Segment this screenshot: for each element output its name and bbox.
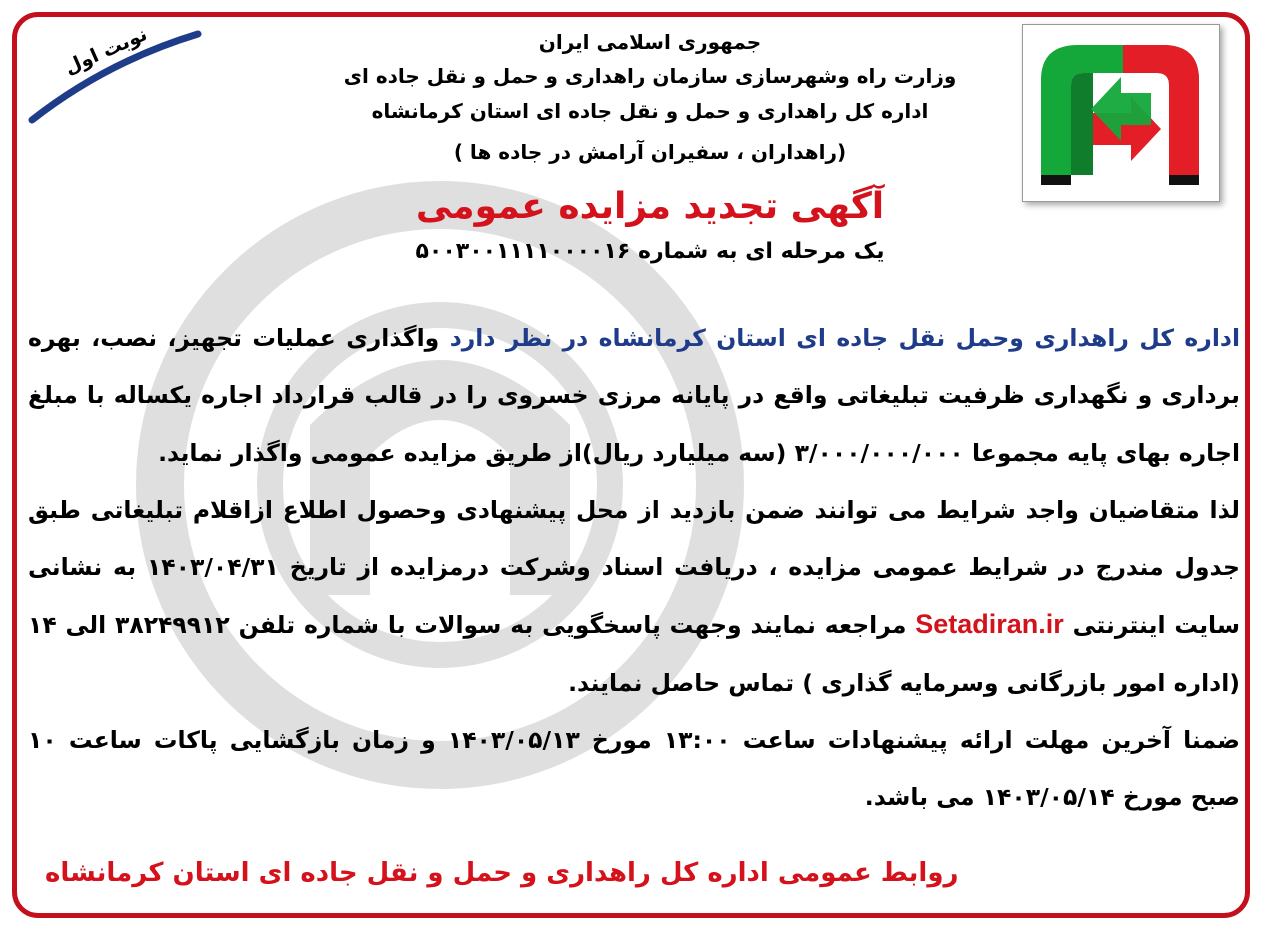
paragraph-participation	[28, 482, 1240, 712]
round-label: نوبت اول	[61, 23, 151, 79]
intro-text: واگذاری عملیات تجهیز، نصب، بهره برداری و نگهداری ظرفیت تبلیغاتی واقع در پایانه مرزی خسروی را در قالب قرارداد اجاره یکساله با مبلغ اجاره بهای پایه مجموعا ۳/۰۰۰/۰۰۰/۰۰۰ (سه میلیارد ریال)از طریق مزایده عمومی واگذار نماید.	[28, 324, 1240, 467]
road-maintenance-logo	[1022, 24, 1220, 202]
deadline-text: ضمنا آخرین مهلت ارائه پیشنهادات ساعت ۱۳:۰۰ مورخ ۱۴۰۳/۰۵/۱۳ و زمان بازگشایی پاکات ساعت ۱۰ صبح مورخ ۱۴۰۳/۰۵/۱۴ می باشد.	[28, 726, 1240, 812]
notice-body	[28, 310, 1240, 827]
auction-number: یک مرحله ای به شماره ۵۰۰۳۰۰۱۱۱۱۰۰۰۰۱۶	[415, 239, 885, 264]
office-intent-highlight: اداره کل راهداری وحمل نقل جاده ای استان کرمانشاه در نظر دارد	[449, 324, 1240, 352]
setadiran-link[interactable]: Setadiran.ir	[915, 609, 1064, 640]
paragraph-intro	[28, 310, 1240, 482]
auction-title: آگهی تجدید مزایده عمومی	[415, 186, 885, 227]
header-line-ministry: وزارت راه وشهرسازی سازمان راهداری و حمل و نقل جاده ای	[343, 64, 957, 88]
paragraph-deadline	[28, 712, 1240, 827]
participation-text-end: مراجعه نمایند وجهت پاسخگویی به سوالات با شماره تلفن ۳۸۲۴۹۹۱۲ الی ۱۴ (اداره امور بازرگانی وسرمایه گذاری ) تماس حاصل نمایند.	[28, 611, 1240, 697]
header-line-republic: جمهوری اسلامی ایران	[538, 30, 762, 54]
first-round-badge	[26, 22, 216, 132]
participation-text-start: لذا متقاضیان واجد شرایط می توانند ضمن بازدید از محل پیشنهادی وحصول اطلاع ازاقلام تبلیغاتی طبق جدول مندرج در شرایط عمومی مزایده ، دریافت اسناد وشرکت درمزایده از تاریخ ۱۴۰۳/۰۴/۳۱ به نشانی سایت اینترنتی	[28, 495, 1240, 640]
header-slogan: (راهداران ، سفیران آرامش در جاده ها )	[453, 140, 847, 164]
header-line-office: اداره کل راهداری و حمل و نقل جاده ای استان کرمانشاه	[371, 99, 929, 123]
public-relations-signature: روابط عمومی اداره کل راهداری و حمل و نقل جاده ای استان کرمانشاه	[45, 858, 959, 888]
